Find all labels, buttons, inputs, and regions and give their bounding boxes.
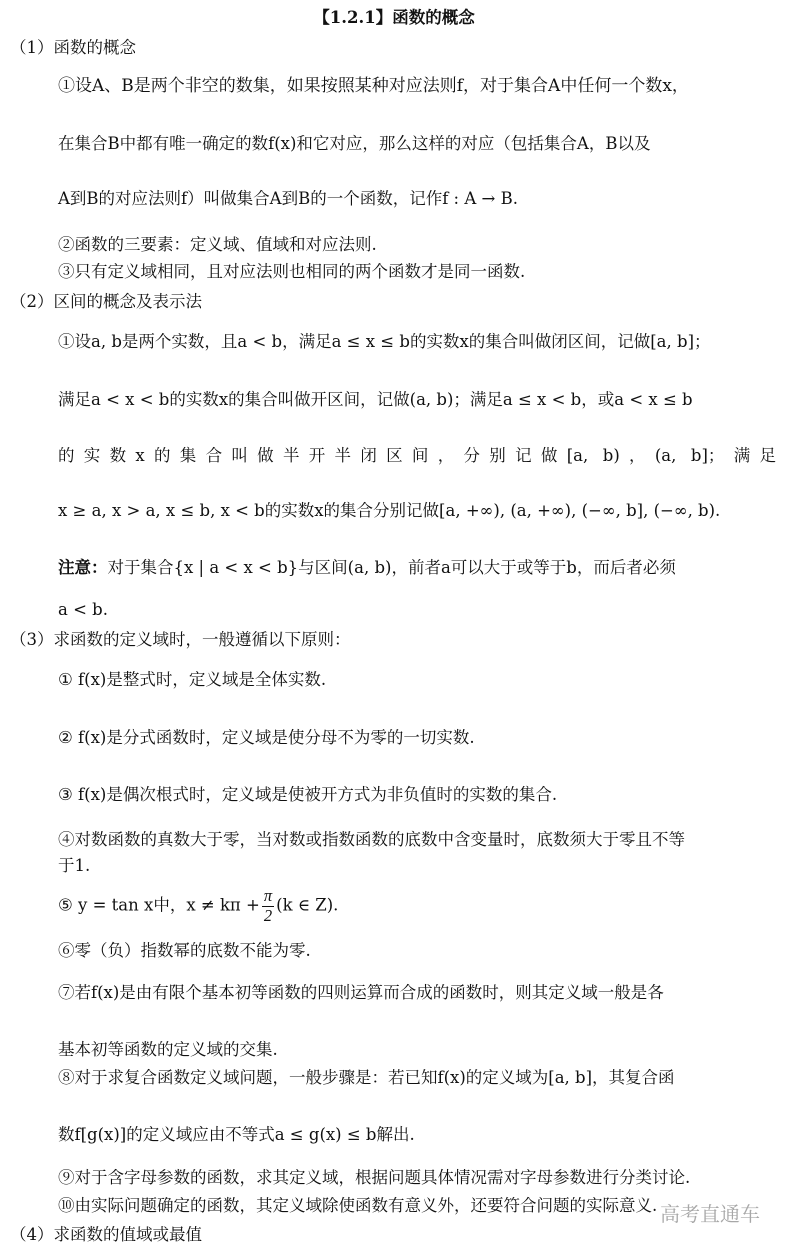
s1-item2: ②函数的三要素：定义域、值域和对应法则. xyxy=(58,235,377,254)
s3-rule7-line2: 基本初等函数的定义域的交集. xyxy=(58,1040,278,1059)
fraction-numerator: π xyxy=(263,886,273,905)
s2-note-line1 xyxy=(58,558,676,578)
s1-para1-line3: A到B的对应法则f）叫做集合A到B的一个函数，记作f : A → B. xyxy=(58,189,518,208)
s1-item3: ③只有定义域相同，且对应法则也相同的两个函数才是同一函数. xyxy=(58,262,526,281)
note-text: 对于集合{x | a < x < b}与区间(a, b)，前者a可以大于或等于b，而后者必须 xyxy=(107,558,676,577)
pi-over-2-fraction xyxy=(262,888,274,924)
s2-para1-line3: 的实数x的集合叫做半开半闭区间，分别记做[a, b)，(a, b]；满足 xyxy=(58,446,776,465)
fraction-denominator: 2 xyxy=(263,905,273,925)
s2-note-line2: a < b. xyxy=(58,600,108,619)
s3-rule5 xyxy=(58,888,338,924)
note-label: 注意： xyxy=(58,558,108,577)
watermark: 高考直通车 xyxy=(660,1202,760,1226)
s3-rule4-line1: ④对数函数的真数大于零，当对数或指数函数的底数中含变量时，底数须大于零且不等 xyxy=(58,830,685,849)
s3-rule6: ⑥零（负）指数幂的底数不能为零. xyxy=(58,941,311,960)
s3-rule8-line1: ⑧对于求复合函数定义域问题，一般步骤是：若已知f(x)的定义域为[a, b]，其复合函 xyxy=(58,1068,675,1087)
s3-rule10: ⑩由实际问题确定的函数，其定义域除使函数有意义外，还要符合问题的实际意义. xyxy=(58,1196,658,1215)
s1-para1-line1: ①设A、B是两个非空的数集，如果按照某种对应法则f，对于集合A中任何一个数x， xyxy=(58,76,689,96)
section-3-heading: （3）求函数的定义域时，一般遵循以下原则： xyxy=(10,630,351,649)
s3-rule3: ③ f(x)是偶次根式时，定义域是使被开方式为非负值时的实数的集合. xyxy=(58,785,558,804)
section-4-heading: （4）求函数的值域或最值 xyxy=(10,1225,202,1244)
s2-para1-line4: x ≥ a, x > a, x ≤ b, x < b的实数x的集合分别记做[a, +∞), (a, +∞), (−∞, b], (−∞, b). xyxy=(58,501,721,520)
s3-rule7-line1: ⑦若f(x)是由有限个基本初等函数的四则运算而合成的函数时，则其定义域一般是各 xyxy=(58,983,664,1002)
s3-rule1: ① f(x)是整式时，定义域是全体实数. xyxy=(58,670,327,689)
rule5-lead: ⑤ y = tan x中，x ≠ kπ + xyxy=(58,895,260,915)
s1-para1-line2: 在集合B中都有唯一确定的数f(x)和它对应，那么这样的对应（包括集合A，B以及 xyxy=(58,134,651,153)
section-2-heading: （2）区间的概念及表示法 xyxy=(10,292,202,311)
s3-rule8-line2: 数f[g(x)]的定义域应由不等式a ≤ g(x) ≤ b解出. xyxy=(58,1125,415,1144)
rule5-tail: (k ∈ Z). xyxy=(276,895,339,915)
section-1-heading: （1）函数的概念 xyxy=(10,38,136,57)
s2-para1-line2: 满足a < x < b的实数x的集合叫做开区间，记做(a, b)；满足a ≤ x < b，或a < x ≤ b xyxy=(58,390,693,409)
s3-rule2: ② f(x)是分式函数时，定义域是使分母不为零的一切实数. xyxy=(58,728,475,747)
page-title: 【1.2.1】函数的概念 xyxy=(313,8,475,27)
s3-rule9: ⑨对于含字母参数的函数，求其定义域，根据问题具体情况需对字母参数进行分类讨论. xyxy=(58,1168,691,1187)
s3-rule4-line2: 于1. xyxy=(58,856,91,875)
s2-para1-line1: ①设a, b是两个实数，且a < b，满足a ≤ x ≤ b的实数x的集合叫做闭区间，记做[a, b]； xyxy=(58,332,711,351)
